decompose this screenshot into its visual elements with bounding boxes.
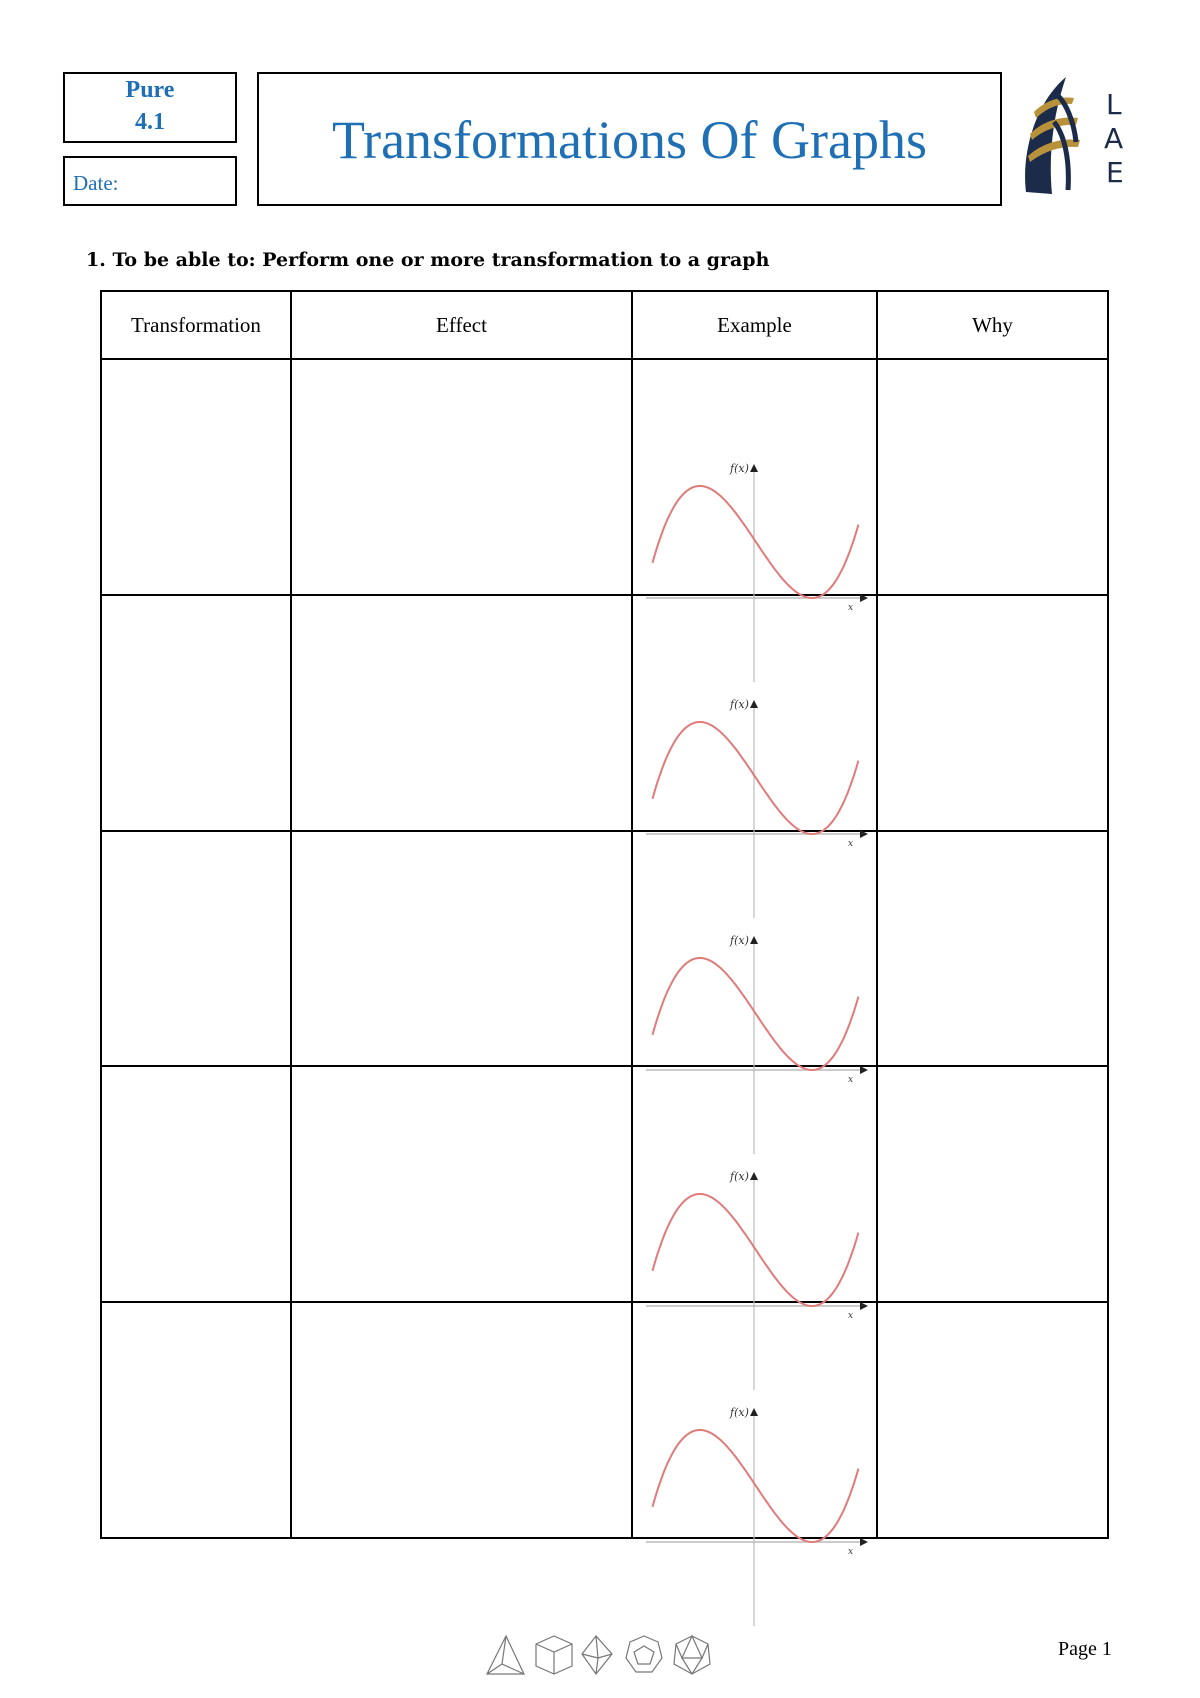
y-axis-label: f(x) [730,934,749,947]
effect-cell[interactable] [291,831,632,1067]
x-axis-label: x [848,839,854,849]
effect-cell[interactable] [291,359,632,595]
y-axis-label: f(x) [730,698,749,711]
y-axis-label: f(x) [730,462,749,475]
table-row [101,1066,1108,1302]
transformation-cell[interactable] [101,595,291,831]
example-cell [632,359,877,595]
cube-icon [536,1636,572,1674]
logo-letter-e: E [1106,156,1124,189]
topic-code-box [63,72,237,143]
date-label: Date: [73,171,119,195]
title-box [257,72,1002,206]
example-cell [632,1066,877,1302]
table-row [101,831,1108,1067]
transformation-cell[interactable] [101,1302,291,1538]
table-header-row [101,291,1108,359]
table-row [101,359,1108,595]
logo-sail-icon [1025,77,1080,194]
logo-letter-a: A [1104,122,1124,155]
logo-letter-l: L [1106,88,1122,121]
footer-polyhedra-icons [484,1632,724,1678]
table-row [101,595,1108,831]
header-example: Example [632,291,877,359]
x-axis-label: x [848,1547,854,1557]
header-why: Why [877,291,1108,359]
icosahedron-icon [674,1636,710,1674]
example-cell [632,595,877,831]
tetrahedron-icon [487,1636,524,1674]
example-cell [632,1302,877,1538]
dodecahedron-icon [626,1636,662,1672]
lae-logo [1016,72,1136,202]
x-axis-label: x [848,1075,854,1085]
transformations-table [100,290,1109,1539]
header-effect: Effect [291,291,632,359]
transformation-cell[interactable] [101,359,291,595]
transformation-cell[interactable] [101,831,291,1067]
why-cell[interactable] [877,595,1108,831]
date-box[interactable] [63,156,237,206]
why-cell[interactable] [877,831,1108,1067]
effect-cell[interactable] [291,1066,632,1302]
why-cell[interactable] [877,1302,1108,1538]
topic-label: Pure [125,77,175,103]
x-axis-arrow-icon [860,1538,868,1546]
octahedron-icon [582,1636,612,1674]
why-cell[interactable] [877,1066,1108,1302]
topic-number: 4.1 [135,109,165,135]
table-row [101,1302,1108,1538]
page-number: Page 1 [1058,1638,1112,1660]
transformation-cell[interactable] [101,1066,291,1302]
y-axis-label: f(x) [730,1170,749,1183]
example-cell [632,831,877,1067]
effect-cell[interactable] [291,595,632,831]
learning-objective: 1. To be able to: Perform one or more transformation to a graph [86,249,770,271]
y-axis-label: f(x) [730,1406,749,1419]
effect-cell[interactable] [291,1302,632,1538]
why-cell[interactable] [877,359,1108,595]
x-axis-label: x [848,1311,854,1321]
page-title: Transformations Of Graphs [332,110,927,170]
x-axis-label: x [848,603,854,613]
header-transformation: Transformation [101,291,291,359]
